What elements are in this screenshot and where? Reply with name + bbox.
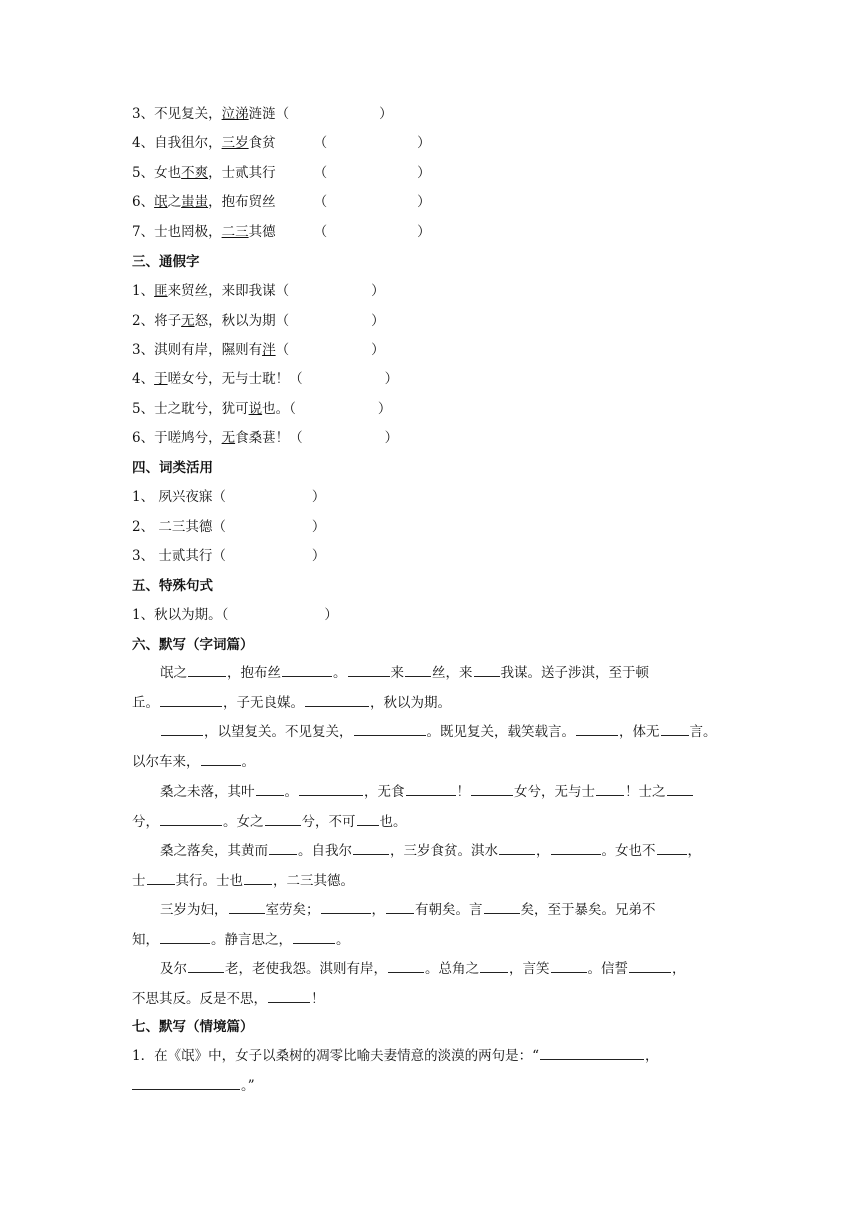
list-item: 4、于嗟女兮，无与士耽！（ ）	[132, 371, 399, 387]
blank[interactable]	[188, 662, 226, 677]
blank[interactable]	[161, 721, 203, 736]
blank[interactable]	[256, 781, 284, 796]
blank[interactable]	[269, 840, 297, 855]
blank[interactable]	[657, 840, 687, 855]
blank[interactable]	[160, 692, 222, 707]
blank[interactable]	[576, 721, 618, 736]
list-item: 5、士之耽兮，犹可说也。（ ）	[132, 401, 392, 417]
blank[interactable]	[265, 811, 301, 826]
blank[interactable]	[201, 751, 241, 766]
fill-paragraph: 桑之未落，其叶 。 ，无食 ！ 女兮，无与士 ！士之 兮， 。女之 兮，不可 也。	[132, 778, 734, 837]
fill-paragraph: 及尔 老，老使我怨。淇则有岸， 。总角之 ，言笑 。信誓 ， 不思其反。反是不思， ！	[132, 955, 734, 1014]
blank[interactable]	[353, 840, 389, 855]
blank[interactable]	[160, 929, 210, 944]
blank[interactable]	[160, 811, 222, 826]
section-heading: 五、特殊句式	[132, 578, 213, 594]
blank[interactable]	[188, 958, 224, 973]
list-item: 6、于嗟鸠兮，无食桑葚！（ ）	[132, 430, 399, 446]
blank[interactable]	[474, 662, 500, 677]
blank[interactable]	[147, 870, 175, 885]
section-heading: 六、默写（字词篇）	[132, 637, 254, 653]
fill-paragraph: 桑之落矣，其黄而 。自我尔 ，三岁食贫。淇水 ， 。女也不 ， 士 其行。士也 ，二三其德。	[132, 837, 734, 896]
list-item: 1、匪来贸丝，来即我谋（ ）	[132, 283, 385, 299]
blank[interactable]	[667, 781, 693, 796]
list-item: 3、淇则有岸，隰则有泮（ ）	[132, 342, 385, 358]
blank[interactable]	[499, 840, 535, 855]
section-heading: 三、通假字	[132, 254, 200, 270]
blank[interactable]	[405, 662, 431, 677]
list-item: 5、女也不爽，士贰其行 （ ）	[132, 165, 431, 181]
blank[interactable]	[244, 870, 272, 885]
fill-paragraph: ，以望复关。不见复关， 。既见复关，载笑载言。 ，体无 言。 以尔车来， 。	[132, 718, 734, 777]
fill-paragraph: 三岁为妇， 室劳矣； ， 有朝矣。言 矣，至于暴矣。兄弟不 知， 。静言思之， 。	[132, 896, 734, 955]
blank[interactable]	[629, 958, 671, 973]
blank[interactable]	[321, 899, 371, 914]
blank[interactable]	[484, 899, 520, 914]
blank[interactable]	[305, 692, 369, 707]
fill-paragraph: 氓之 ，抱布丝 。 来 丝，来 我谋。送子涉淇，至于顿 丘。 ，子无良媒。 ，秋以为期。	[132, 659, 734, 718]
blank[interactable]	[132, 1075, 240, 1090]
blank[interactable]	[299, 781, 363, 796]
list-item: 6、氓之蚩蚩，抱布贸丝 （ ）	[132, 194, 431, 210]
list-item: 2、 二三其德（ ）	[132, 519, 326, 535]
list-item: 1、秋以为期。（ ）	[132, 607, 338, 623]
list-item: 1、 夙兴夜寐（ ）	[132, 489, 326, 505]
blank[interactable]	[357, 811, 379, 826]
list-item: 7、士也罔极，二三其德 （ ）	[132, 224, 431, 240]
section-heading: 四、词类活用	[132, 460, 213, 476]
list-item: 4、自我徂尔，三岁食贫 （ ）	[132, 135, 431, 151]
blank[interactable]	[386, 899, 414, 914]
blank[interactable]	[388, 958, 424, 973]
blank[interactable]	[293, 929, 335, 944]
blank[interactable]	[229, 899, 265, 914]
blank[interactable]	[480, 958, 508, 973]
question: 1．在《氓》中，女子以桑树的凋零比喻夫妻情意的淡漠的两句是：“ ， 。”	[132, 1042, 734, 1101]
blank[interactable]	[282, 662, 332, 677]
blank[interactable]	[348, 662, 390, 677]
blank[interactable]	[551, 958, 587, 973]
blank[interactable]	[471, 781, 513, 796]
blank[interactable]	[354, 721, 426, 736]
blank[interactable]	[268, 988, 310, 1003]
blank[interactable]	[406, 781, 456, 796]
blank[interactable]	[540, 1045, 644, 1060]
list-item: 2、将子无怒，秋以为期（ ）	[132, 313, 385, 329]
blank[interactable]	[661, 721, 689, 736]
list-item: 3、不见复关，泣涕涟涟（ ）	[132, 106, 393, 122]
blank[interactable]	[596, 781, 624, 796]
list-item: 3、 士贰其行（ ）	[132, 548, 326, 564]
blank[interactable]	[551, 840, 601, 855]
section-heading: 七、默写（情境篇）	[132, 1019, 254, 1035]
